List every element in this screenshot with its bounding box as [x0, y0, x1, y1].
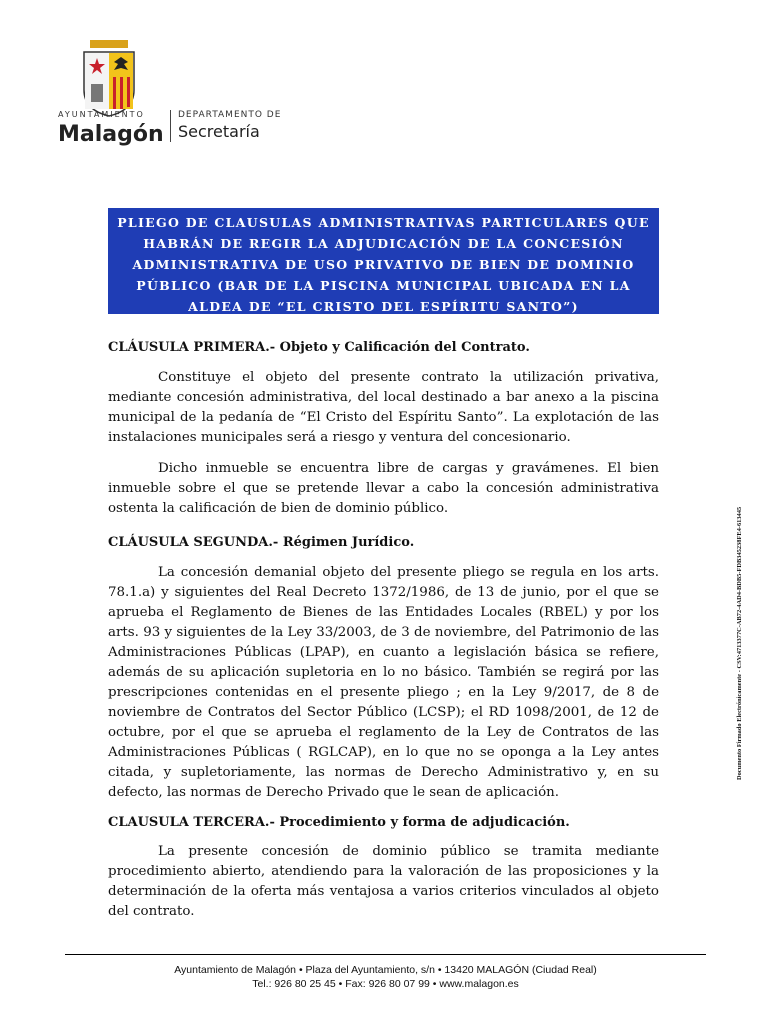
coat-of-arms-icon: [78, 40, 140, 118]
clause-1-paragraph-1: Constituye el objeto del presente contrato la utilización privativa, mediante concesión administrativa, del local destinado a bar anexo a la piscina municipal de la pedanía de “El Cristo del Espíritu Santo”. La explotación de las instalaciones municipales será a riesgo y ventura del concesionario.: [108, 370, 659, 445]
document-title: PLIEGO DE CLAUSULAS ADMINISTRATIVAS PARTICULARES QUE HABRÁN DE REGIR LA ADJUDICACIÓN DE LA CONCESIÓN ADMINISTRATIVA DE USO PRIVATIVO DE BIEN DE DOMINIO PÚBLICO (BAR DE LA PISCINA MUNICIPAL UBICADA EN LA ALDEA DE “EL CRISTO DEL ESPÍRITU SANTO”): [108, 208, 659, 314]
clause-3-heading: CLAUSULA TERCERA.- Procedimiento y forma de adjudicación.: [108, 815, 570, 830]
logo-divider: [170, 110, 171, 142]
document-body: [108, 340, 659, 922]
clause-2-heading: CLÁUSULA SEGUNDA.- Régimen Jurídico.: [108, 535, 415, 550]
logo-town-caption: AYUNTAMIENTO: [58, 110, 145, 119]
clause-1-paragraph-2: Dicho inmueble se encuentra libre de cargas y gravámenes. El bien inmueble sobre el que se pretende llevar a cabo la concesión administrativa ostenta la calificación de bien de dominio público.: [108, 461, 659, 516]
footer-divider: [65, 954, 706, 955]
footer-contact: Tel.: 926 80 25 45 • Fax: 926 80 07 99 • www.malagon.es: [252, 978, 519, 990]
municipal-logo: [58, 40, 298, 150]
clause-2-paragraph-1: La concesión demanial objeto del presente pliego se regula en los arts. 78.1.a) y siguientes del Real Decreto 1372/1986, de 13 de junio, por el que se aprueba el Reglamento de Bienes de las Entidades Locales (RBEL) y por los arts. 93 y siguientes de la Ley 33/2003, de 3 de noviembre, del Patrimonio de las Administraciones Públicas (LPAP), en cuanto a legislación básica se refiere, además de su aplicación supletoria en lo no básico. También se regirá por las prescripciones contenidas en el presente pliego ; en la Ley 9/2017, de 8 de noviembre de Contratos del Sector Público (LCSP); el RD 1098/2001, de 12 de octubre, por el que se aprueba el reglamento de la Ley de Contratos de las Administraciones Públicas ( RGLCAP), en lo que no se oponga a la Ley antes citada, y supletoriamente, las normas de Derecho Administrativo y, en su defecto, las normas de Derecho Privado que le sean de aplicación.: [108, 565, 659, 800]
clause-1-heading: CLÁUSULA PRIMERA.- Objeto y Calificación del Contrato.: [108, 340, 530, 355]
clause-3-paragraph-1: La presente concesión de dominio público se tramita mediante procedimiento abierto, atendiendo para la valoración de las proposiciones y la determinación de la oferta más ventajosa a varios criterios vinculados al objeto del contrato.: [108, 844, 659, 919]
department-name: Secretaría: [178, 122, 260, 141]
department-caption: DEPARTAMENTO DE: [178, 110, 282, 120]
electronic-signature-note: Documento Firmado Electrónicamente - CSV:4713377C-AB72-4AD4-BDB5-FDB345238FE4-613445: [736, 506, 743, 780]
logo-town-name: Malagón: [58, 122, 164, 147]
footer-address: Ayuntamiento de Malagón • Plaza del Ayuntamiento, s/n • 13420 MALAGÓN (Ciudad Real): [174, 964, 597, 976]
